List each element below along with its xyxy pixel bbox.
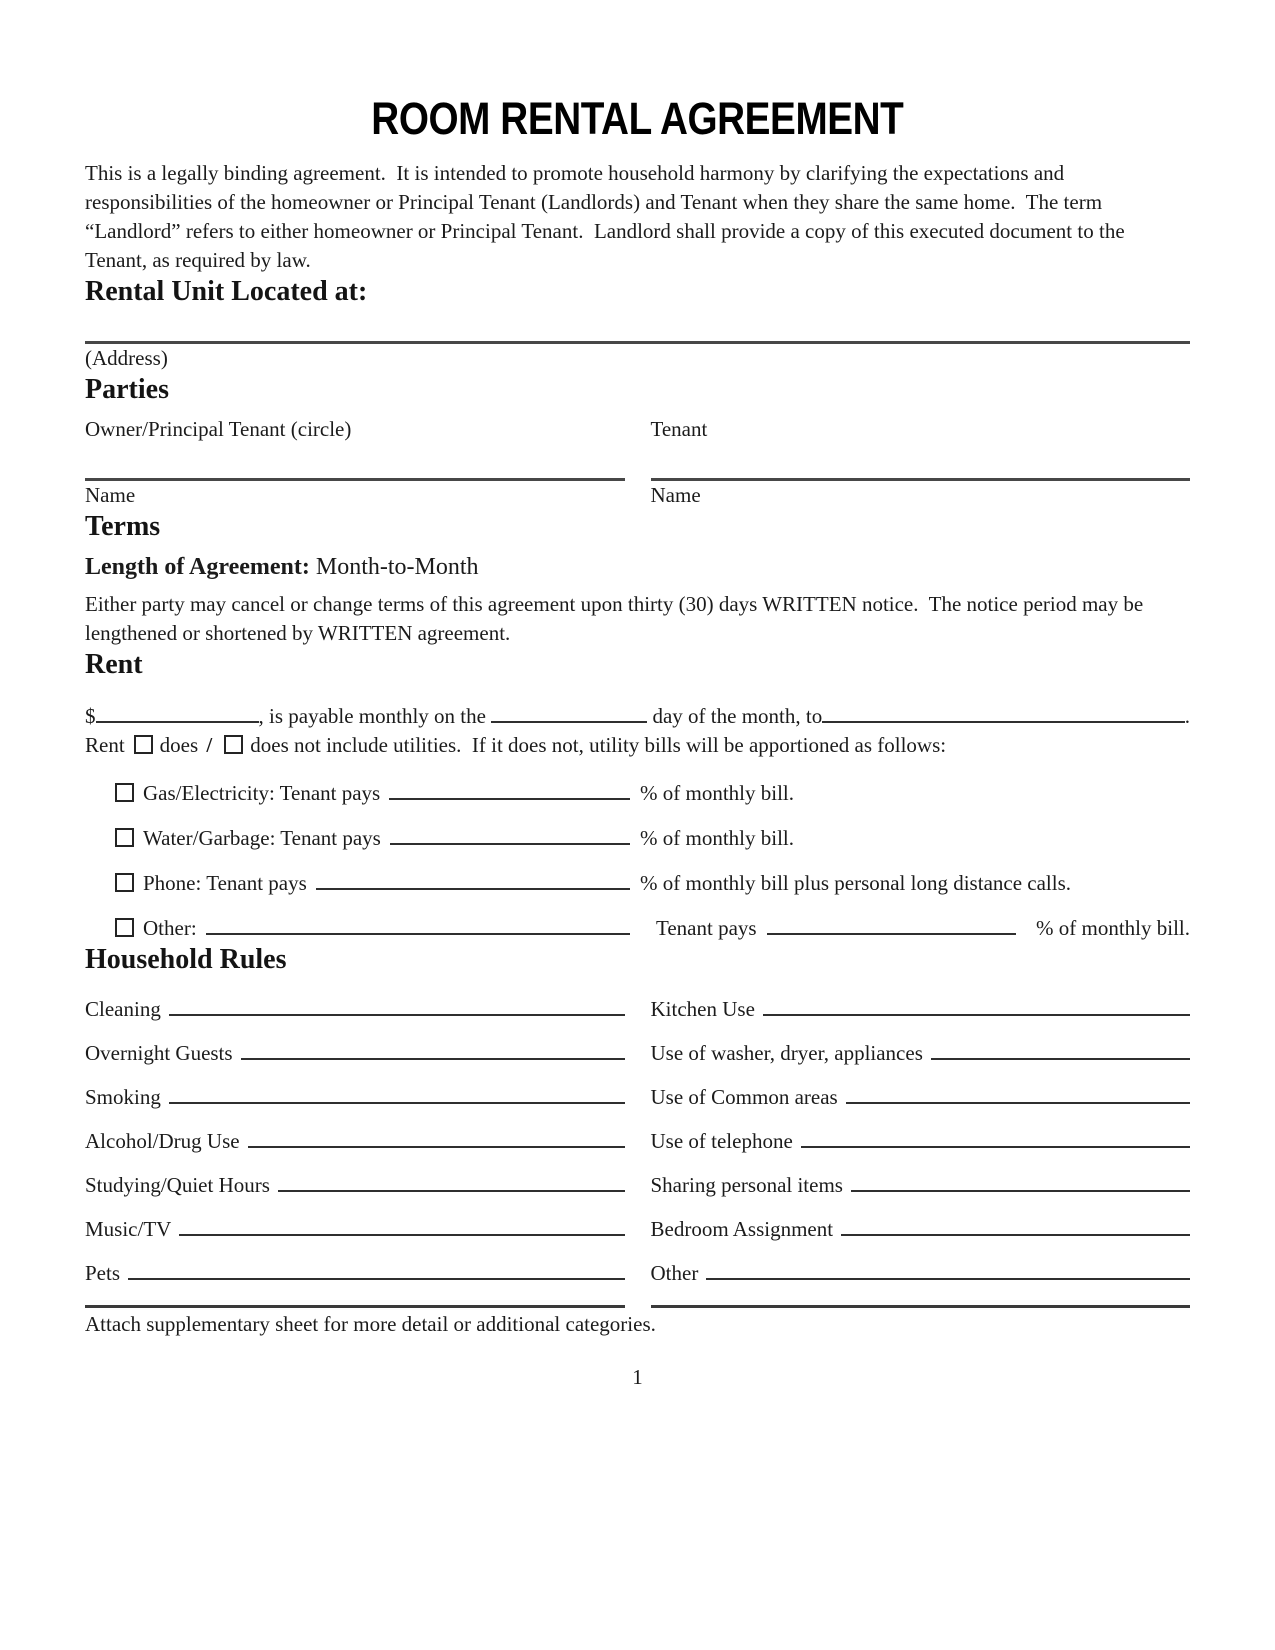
rule-blank[interactable] [763, 1012, 1190, 1016]
utility-blank[interactable] [206, 931, 630, 935]
utility-left-group [85, 914, 630, 943]
rule-label: Alcohol/Drug Use [85, 1129, 240, 1153]
rule-label: Overnight Guests [85, 1041, 233, 1065]
rule-blank[interactable] [128, 1276, 624, 1280]
rule-row-overnight-guests [85, 1039, 625, 1068]
utility-left-group [85, 779, 630, 808]
utility-suffix: % of monthly bill. [1036, 916, 1190, 940]
rule-blank[interactable] [179, 1232, 624, 1236]
rule-blank[interactable] [801, 1144, 1190, 1148]
utility-blank[interactable] [389, 796, 630, 800]
rule-label: Pets [85, 1261, 121, 1285]
rule-blank[interactable] [931, 1056, 1190, 1060]
rule-row-smoking [85, 1083, 625, 1112]
length-of-agreement-value: Month-to-Month [309, 554, 479, 580]
length-of-agreement-label: Length of Agreement: [85, 554, 310, 580]
page-number: 1 [632, 1365, 643, 1389]
parties-lines-row [85, 444, 1190, 481]
household-rules-grid [85, 995, 1190, 1308]
utility-checkbox[interactable] [115, 828, 134, 847]
rent-amount-line [85, 702, 1190, 731]
rule-row-kitchen-use [651, 995, 1191, 1024]
utility-row-water-garbage-tenant-pays [85, 824, 1190, 853]
utility-label: Phone: Tenant pays [143, 871, 307, 895]
rule-row-other [651, 1259, 1191, 1288]
rent-does-not-label: does not include utilities. If it does not, utility bills will be apportioned as follows: [250, 733, 947, 757]
rent-dollar-sign: $ [85, 704, 96, 728]
rule-row-studying-quiet-hours [85, 1171, 625, 1200]
utility-checkbox[interactable] [115, 783, 134, 802]
utility-label: Water/Garbage: Tenant pays [143, 826, 381, 850]
utility-row-other [85, 914, 1190, 943]
rule-label: Use of Common areas [650, 1085, 838, 1109]
rent-amount-blank[interactable] [96, 719, 259, 723]
rule-row-pets [85, 1259, 625, 1288]
address-caption: (Address) [85, 346, 168, 370]
household-rules-right-column [651, 995, 1191, 1308]
rent-line1-period: . [1184, 704, 1190, 728]
rule-row [651, 1303, 1191, 1308]
rule-label: Bedroom Assignment [650, 1217, 834, 1241]
utility-left-group [85, 869, 630, 898]
rule-blank[interactable] [651, 1303, 1191, 1308]
parties-captions-row [85, 481, 1190, 510]
rule-blank[interactable] [278, 1188, 625, 1192]
utility-checkbox[interactable] [115, 873, 134, 892]
utilities-list [85, 779, 1190, 943]
utility-suffix: % of monthly bill. [640, 781, 794, 805]
rule-blank[interactable] [241, 1056, 625, 1060]
tenant-name-caption: Name [650, 483, 701, 507]
owner-name-caption: Name [85, 483, 136, 507]
title-wrap [85, 93, 1190, 144]
utility-label: Gas/Electricity: Tenant pays [143, 781, 381, 805]
rule-row-alcohol-drug-use [85, 1127, 625, 1156]
utility-mid-label: Tenant pays [656, 916, 757, 940]
section-heading-parties: Parties [85, 374, 169, 405]
utility-row-gas-electricity-tenant-pays [85, 779, 1190, 808]
intro-paragraph: This is a legally binding agreement. It is intended to promote household harmony by clarifying the expectations and responsibilities of the homeowner or Principal Tenant (Landlords) and Tenant when they share the same home. The term “Landlord” refers to either homeowner or Principal Tenant. Landlord shall provide a copy of this executed document to the Tenant, as required by law. [85, 161, 1130, 272]
rule-blank[interactable] [851, 1188, 1190, 1192]
rule-blank[interactable] [248, 1144, 625, 1148]
rule-row-use-of-common-areas [651, 1083, 1191, 1112]
utility-blank[interactable] [316, 886, 630, 890]
utility-row-phone-tenant-pays [85, 869, 1190, 898]
rule-row-music-tv [85, 1215, 625, 1244]
utility-blank-2[interactable] [767, 931, 1016, 935]
rent-payee-blank[interactable] [822, 719, 1185, 723]
rule-label: Kitchen Use [650, 997, 755, 1021]
rule-label: Use of washer, dryer, appliances [650, 1041, 923, 1065]
parties-labels-row [85, 415, 1190, 444]
rule-label: Use of telephone [650, 1129, 793, 1153]
rent-day-blank[interactable] [491, 719, 647, 723]
rent-does-not-checkbox[interactable] [224, 735, 243, 754]
tenant-label: Tenant [650, 417, 708, 441]
rule-blank[interactable] [706, 1276, 1190, 1280]
section-heading-household-rules: Household Rules [85, 944, 287, 975]
owner-principal-tenant-label[interactable]: Owner/Principal Tenant (circle) [85, 417, 352, 441]
length-of-agreement-line [85, 552, 1190, 582]
utility-left-group [85, 824, 630, 853]
rule-row-cleaning [85, 995, 625, 1024]
rule-label: Cleaning [85, 997, 161, 1021]
rule-row-use-of-washer-dryer-appliances [651, 1039, 1191, 1068]
utility-suffix: % of monthly bill plus personal long distance calls. [640, 871, 1072, 895]
rule-blank[interactable] [846, 1100, 1190, 1104]
utility-blank[interactable] [390, 841, 630, 845]
terms-paragraph: Either party may cancel or change terms of this agreement upon thirty (30) days WRITTEN notice. The notice period may be lengthened or shortened by WRITTEN agreement. [85, 592, 1149, 645]
rule-label: Sharing personal items [650, 1173, 843, 1197]
utility-checkbox[interactable] [115, 918, 134, 937]
rule-row-sharing-personal-items [651, 1171, 1191, 1200]
rent-does-label: does [159, 733, 204, 757]
section-heading-rent: Rent [85, 649, 143, 680]
utility-suffix: % of monthly bill. [640, 826, 794, 850]
rule-row [85, 1303, 625, 1308]
household-rules-left-column [85, 995, 625, 1308]
rent-slash: / [206, 733, 213, 757]
supplementary-footnote: Attach supplementary sheet for more detail or additional categories. [85, 1312, 656, 1336]
rule-row-bedroom-assignment [651, 1215, 1191, 1244]
rule-blank[interactable] [841, 1232, 1190, 1236]
rule-label: Smoking [85, 1085, 161, 1109]
rent-utilities-line [85, 731, 1190, 760]
section-heading-rental-unit: Rental Unit Located at: [85, 276, 368, 307]
rent-line1-text-1: , is payable monthly on the [258, 704, 492, 728]
section-heading-terms: Terms [85, 511, 161, 542]
rule-blank[interactable] [169, 1100, 625, 1104]
rule-label: Studying/Quiet Hours [85, 1173, 270, 1197]
utility-label: Other: [143, 916, 197, 940]
doc-title: ROOM RENTAL AGREEMENT [371, 93, 904, 144]
rent-line1-text-2: day of the month, to [647, 704, 823, 728]
rule-row-use-of-telephone [651, 1127, 1191, 1156]
rule-blank[interactable] [169, 1012, 625, 1016]
rent-line2-text-rent: Rent [85, 733, 125, 757]
rent-does-checkbox[interactable] [134, 735, 153, 754]
rule-label: Other [650, 1261, 699, 1285]
rule-blank[interactable] [85, 1303, 625, 1308]
rule-label: Music/TV [85, 1217, 172, 1241]
